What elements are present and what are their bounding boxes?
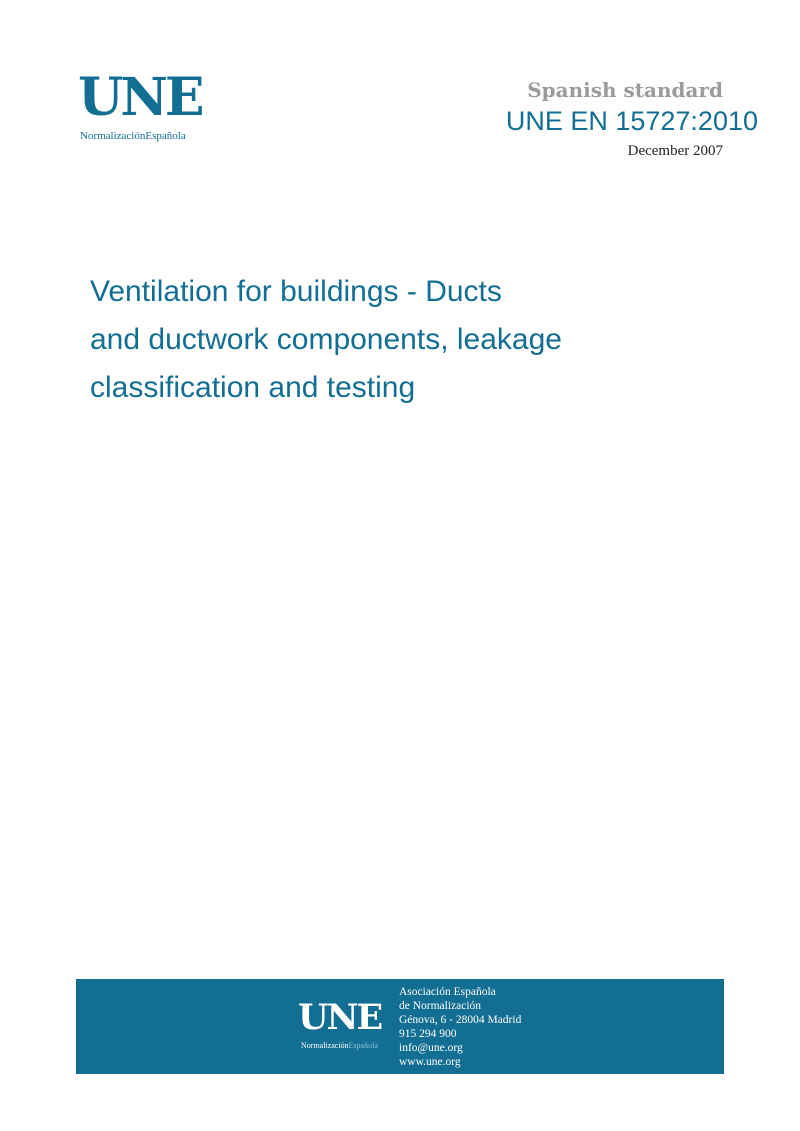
title-line: Ventilation for buildings - Ducts [90,275,502,308]
logo-tagline-part-1: Normalización [80,130,146,142]
publication-date: December 2007 [627,143,723,159]
une-logo [78,67,208,147]
org-name-line-1: Asociación Española [399,986,496,998]
footer-logo-tagline-part-2: Española [348,1041,378,1050]
footer-logo-tagline [301,1041,378,1050]
logo-wordmark: UNE [78,67,202,128]
document-title [90,268,650,412]
title-line: and ductwork components, leakage [90,323,562,356]
title-line: classification and testing [90,371,416,404]
footer-logo-tagline-part-1: Normalización [301,1041,349,1050]
footer-une-logo [298,997,388,1060]
phone[interactable]: 915 294 900 [399,1028,457,1040]
footer-banner [76,979,724,1074]
document-kind: Spanish standard [527,78,723,102]
email-link[interactable]: info@une.org [399,1042,463,1054]
logo-tagline [80,130,186,142]
website-link[interactable]: www.une.org [399,1056,461,1068]
standard-code: UNE EN 15727:2010 [505,106,758,136]
footer-logo-wordmark: UNE [298,997,382,1038]
org-name-line-2: de Normalización [399,1000,482,1012]
logo-tagline-part-2: Española [145,130,186,142]
footer-contact-info [399,985,521,1069]
address: Génova, 6 - 28004 Madrid [399,1014,522,1026]
